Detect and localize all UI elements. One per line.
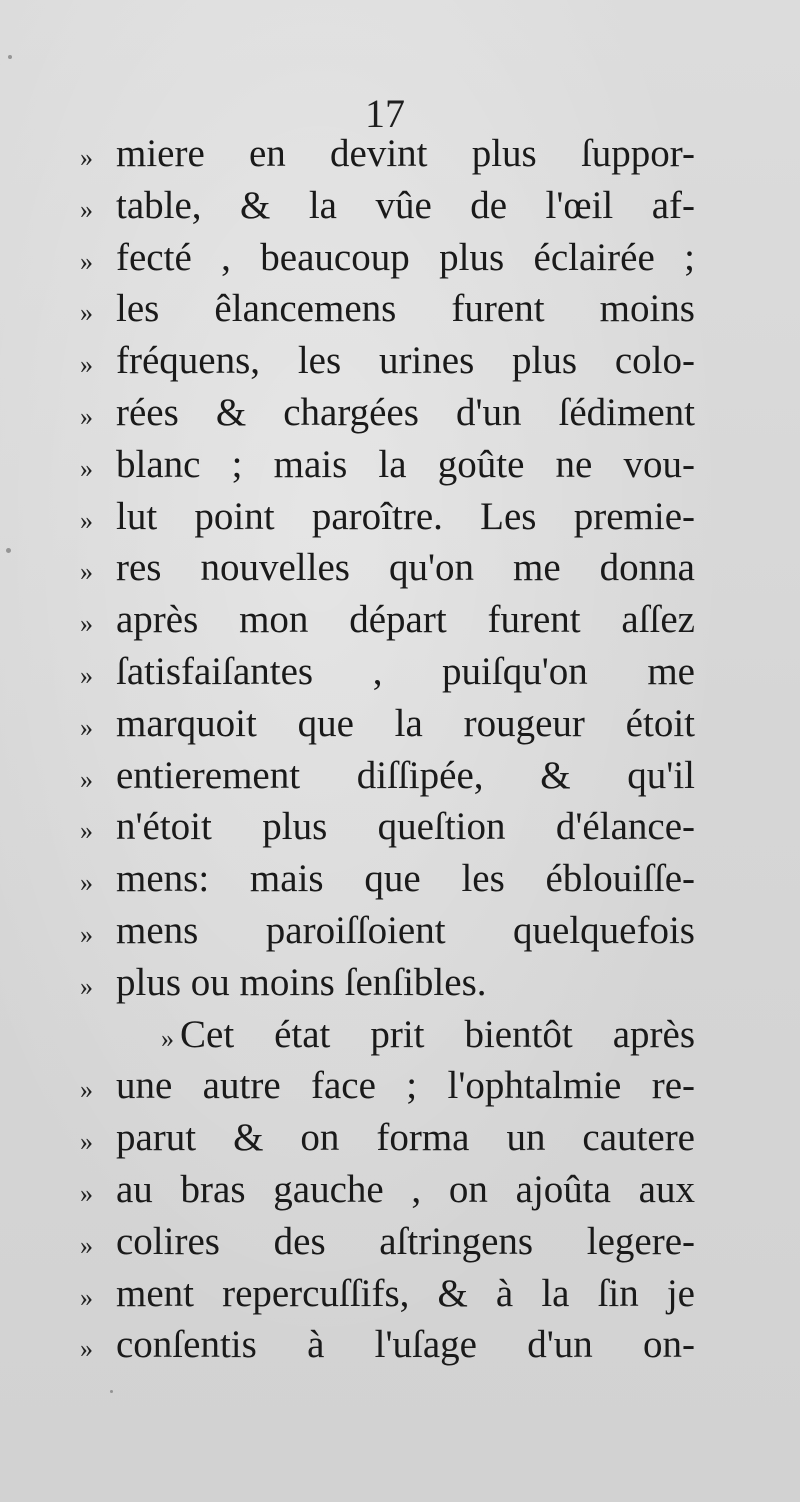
line-text: miere en devint plus ſuppor-: [116, 132, 695, 175]
quote-marker: »: [80, 505, 91, 535]
text-line: [80, 180, 695, 232]
quote-marker: »: [80, 1230, 91, 1260]
line-text: colires des aſtringens legere-: [116, 1219, 695, 1263]
quote-marker: »: [80, 1127, 91, 1157]
quote-marker: »: [80, 868, 91, 898]
line-text: ment repercuſſifs, & à la ſin je: [116, 1271, 695, 1315]
text-line: [80, 335, 695, 387]
quote-marker: »: [80, 660, 91, 690]
line-text: une autre face ; l'ophtalmie re-: [116, 1064, 695, 1108]
text-line: [80, 1216, 695, 1268]
text-line: [80, 232, 695, 284]
line-text: parut & on forma un cautere: [116, 1116, 695, 1160]
text-line: [80, 750, 695, 802]
quote-marker: »: [80, 712, 91, 742]
line-text: res nouvelles qu'on me donna: [116, 546, 695, 590]
quote-marker: »: [80, 1178, 91, 1208]
line-text: marquoit que la rougeur étoit: [116, 701, 695, 745]
text-line: [80, 1164, 695, 1216]
line-text: au bras gauche , on ajoûta aux: [116, 1167, 695, 1211]
text-line: [80, 1009, 695, 1061]
line-text: lut point paroître. Les premie-: [116, 494, 695, 538]
text-line: [80, 491, 695, 543]
quote-marker: »: [80, 246, 91, 276]
text-line: [80, 1268, 695, 1320]
quote-marker: »: [80, 1282, 91, 1312]
text-line: [80, 439, 695, 491]
text-line: [80, 1060, 695, 1112]
quote-marker: »: [80, 350, 91, 380]
text-line: [80, 698, 695, 750]
quote-marker: »: [80, 609, 91, 639]
text-line: [80, 957, 695, 1009]
quote-marker: »: [80, 764, 91, 794]
quote-marker: »: [80, 919, 91, 949]
quote-marker: »: [80, 971, 91, 1001]
line-text: rées & chargées d'un ſédiment: [116, 390, 695, 434]
line-text: fecté , beaucoup plus éclairée ;: [116, 235, 695, 279]
line-text: mens paroiſſoient quelquefois: [116, 908, 695, 952]
line-text: après mon départ furent aſſez: [116, 598, 695, 642]
ink-speck: [110, 1390, 113, 1393]
text-line: [80, 1112, 695, 1164]
line-text: n'étoit plus queſtion d'élance-: [116, 805, 695, 849]
line-text: blanc ; mais la goûte ne vou-: [116, 442, 695, 486]
ink-speck: [6, 548, 11, 553]
text-line: [80, 128, 695, 180]
text-line: [80, 853, 695, 905]
quote-marker: »: [80, 143, 91, 172]
text-line: [80, 646, 695, 698]
line-text: table, & la vûe de l'œil af-: [116, 183, 695, 227]
line-text: Cet état prit bientôt après: [180, 1012, 695, 1056]
text-line: [80, 283, 695, 335]
ink-speck: [8, 55, 12, 59]
text-line: [80, 594, 695, 646]
line-text: mens: mais que les éblouiſſe-: [116, 857, 695, 901]
line-text: conſentis à l'uſage d'un on-: [116, 1323, 695, 1367]
quote-marker: »: [80, 816, 91, 846]
text-line: [80, 387, 695, 439]
quote-marker: »: [80, 401, 91, 431]
line-text: entierement diſſipée, & qu'il: [116, 753, 695, 797]
quote-marker: »: [80, 1334, 91, 1364]
line-text: plus ou moins ſenſibles.: [116, 960, 487, 1004]
text-line: [80, 542, 695, 594]
text-line: [80, 801, 695, 853]
text-line: [80, 905, 695, 957]
quote-marker: »: [80, 453, 91, 483]
text-line: [80, 1319, 695, 1371]
quote-marker: »: [80, 298, 91, 328]
line-text: fréquens, les urines plus colo-: [116, 339, 695, 383]
quote-marker: »: [80, 1075, 91, 1105]
line-text: ſatisfaiſantes , puiſqu'on me: [116, 649, 695, 693]
page-number: 17: [365, 91, 405, 136]
line-text: les êlancemens furent moins: [116, 287, 695, 331]
quote-marker: »: [80, 194, 91, 224]
quote-marker: »: [161, 1023, 172, 1053]
quote-marker: »: [80, 557, 91, 587]
body-text: [80, 128, 695, 1371]
